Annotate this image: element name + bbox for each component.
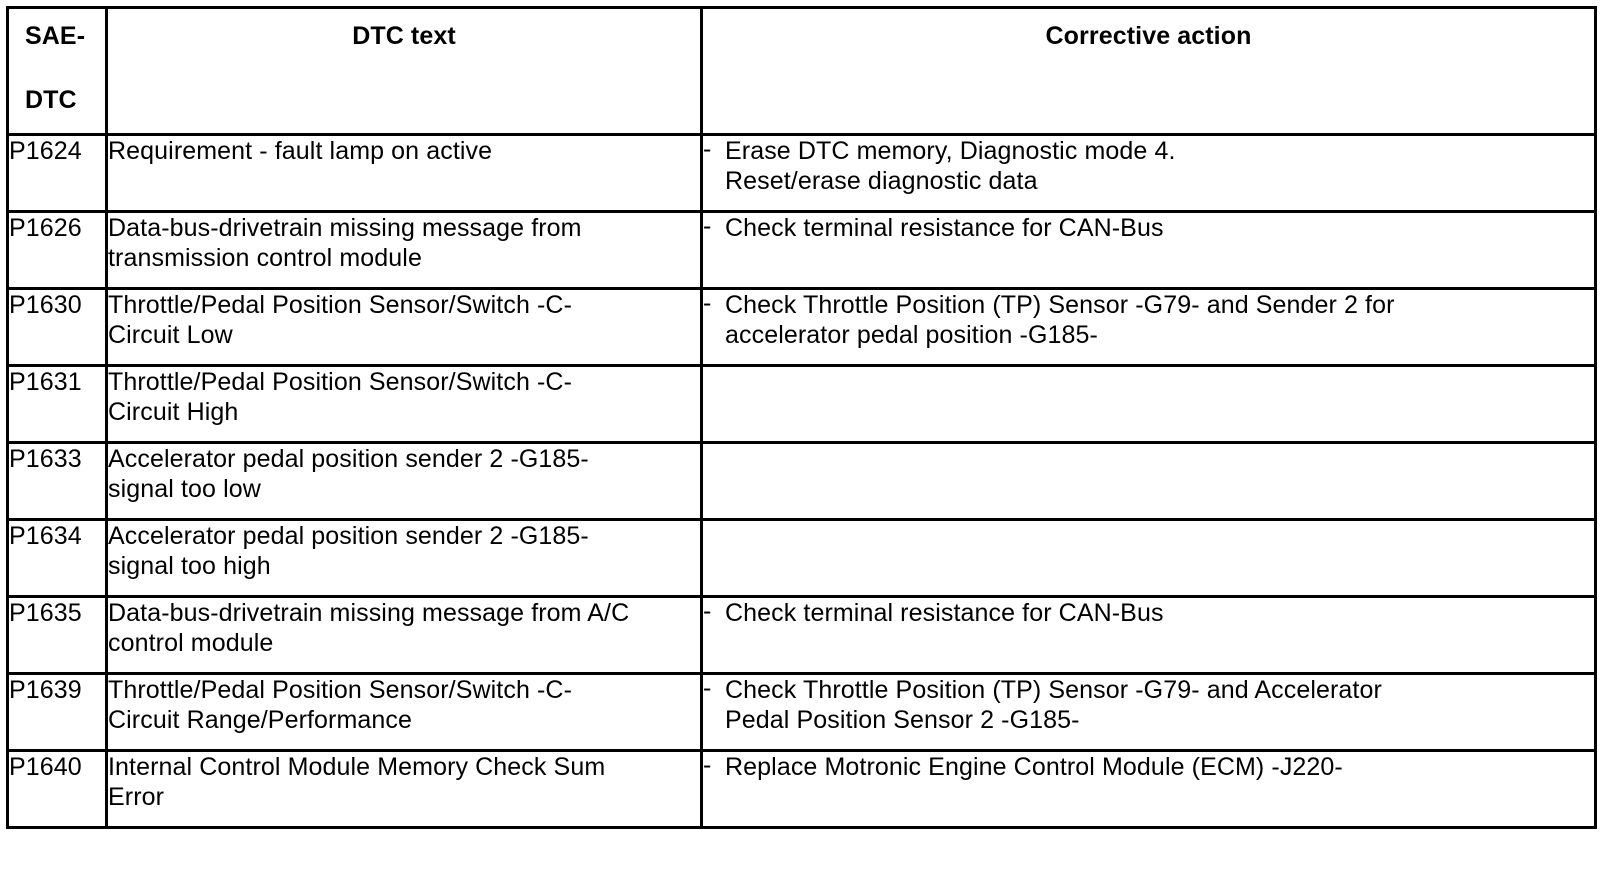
action-line: Check Throttle Position (TP) Sensor -G79- and Sender 2 for [725, 291, 1395, 319]
header-sae-dtc-line1: SAE- [25, 22, 86, 50]
dtc-text-line: Circuit High [108, 398, 239, 426]
dtc-code-cell: P1624 [8, 135, 107, 212]
dtc-text-line: Internal Control Module Memory Check Sum [108, 753, 606, 781]
table-header-row [8, 8, 1596, 135]
corrective-action-cell [702, 674, 1596, 751]
dash-bullet-icon: - [703, 674, 712, 702]
table-row [8, 289, 1596, 366]
dtc-text-line: Accelerator pedal position sender 2 -G185- [108, 445, 589, 473]
dtc-code-cell: P1634 [8, 520, 107, 597]
corrective-action-cell [702, 135, 1596, 212]
dtc-text-cell [107, 597, 702, 674]
dtc-text-line: Accelerator pedal position sender 2 -G185- [108, 522, 589, 550]
table-row [8, 751, 1596, 828]
dtc-code-cell: P1631 [8, 366, 107, 443]
dash-bullet-icon: - [703, 212, 712, 240]
dash-bullet-icon: - [703, 135, 712, 163]
dtc-code-cell: P1640 [8, 751, 107, 828]
dtc-text-line: transmission control module [108, 244, 422, 272]
dtc-text-line: Error [108, 783, 165, 811]
action-item [703, 213, 1594, 243]
table-row [8, 520, 1596, 597]
table-row [8, 674, 1596, 751]
dtc-code-cell: P1635 [8, 597, 107, 674]
header-sae-dtc-line2: DTC [25, 86, 77, 114]
table-row [8, 366, 1596, 443]
action-line: Check terminal resistance for CAN-Bus [725, 599, 1164, 627]
action-item [703, 136, 1594, 196]
header-dtc-text: DTC text [107, 8, 702, 135]
action-line: accelerator pedal position -G185- [725, 321, 1098, 349]
header-sae-dtc [8, 8, 107, 135]
dtc-text-line: Throttle/Pedal Position Sensor/Switch -C- [108, 368, 573, 396]
dtc-text-cell [107, 135, 702, 212]
dtc-text-cell [107, 289, 702, 366]
action-item [703, 752, 1594, 782]
dtc-text-line: Data-bus-drivetrain missing message from A/C [108, 599, 630, 627]
dtc-text-line: Throttle/Pedal Position Sensor/Switch -C- [108, 676, 573, 704]
dtc-text-cell [107, 674, 702, 751]
corrective-action-cell [702, 751, 1596, 828]
corrective-action-cell [702, 597, 1596, 674]
action-line: Erase DTC memory, Diagnostic mode 4. [725, 137, 1176, 165]
action-line: Check terminal resistance for CAN-Bus [725, 214, 1164, 242]
table-row [8, 443, 1596, 520]
dtc-text-cell [107, 212, 702, 289]
dash-bullet-icon: - [703, 289, 712, 317]
dtc-text-cell [107, 520, 702, 597]
corrective-action-cell [702, 289, 1596, 366]
table-row [8, 135, 1596, 212]
dtc-text-line: signal too low [108, 475, 261, 503]
dtc-table [6, 6, 1597, 829]
dtc-text-line: Circuit Low [108, 321, 233, 349]
action-line: Check Throttle Position (TP) Sensor -G79- and Accelerator [725, 676, 1382, 704]
dtc-code-cell: P1630 [8, 289, 107, 366]
action-item [703, 290, 1594, 350]
action-line: Reset/erase diagnostic data [725, 167, 1038, 195]
action-line: Pedal Position Sensor 2 -G185- [725, 706, 1080, 734]
corrective-action-cell [702, 212, 1596, 289]
corrective-action-cell [702, 443, 1596, 520]
table-row [8, 597, 1596, 674]
table-body [8, 135, 1596, 828]
dtc-text-line: Data-bus-drivetrain missing message from [108, 214, 582, 242]
dtc-text-cell [107, 751, 702, 828]
dtc-code-cell: P1626 [8, 212, 107, 289]
dtc-text-line: control module [108, 629, 274, 657]
corrective-action-cell [702, 366, 1596, 443]
dtc-code-cell: P1633 [8, 443, 107, 520]
dash-bullet-icon: - [703, 751, 712, 779]
action-line: Replace Motronic Engine Control Module (ECM) -J220- [725, 753, 1343, 781]
dtc-text-line: Throttle/Pedal Position Sensor/Switch -C- [108, 291, 573, 319]
table-row [8, 212, 1596, 289]
dash-bullet-icon: - [703, 597, 712, 625]
dtc-text-line: Requirement - fault lamp on active [108, 137, 493, 165]
dtc-code-cell: P1639 [8, 674, 107, 751]
dtc-text-cell [107, 443, 702, 520]
action-item [703, 675, 1594, 735]
dtc-text-cell [107, 366, 702, 443]
action-item [703, 598, 1594, 628]
dtc-text-line: signal too high [108, 552, 271, 580]
corrective-action-cell [702, 520, 1596, 597]
header-corrective-action: Corrective action [702, 8, 1596, 135]
dtc-text-line: Circuit Range/Performance [108, 706, 413, 734]
